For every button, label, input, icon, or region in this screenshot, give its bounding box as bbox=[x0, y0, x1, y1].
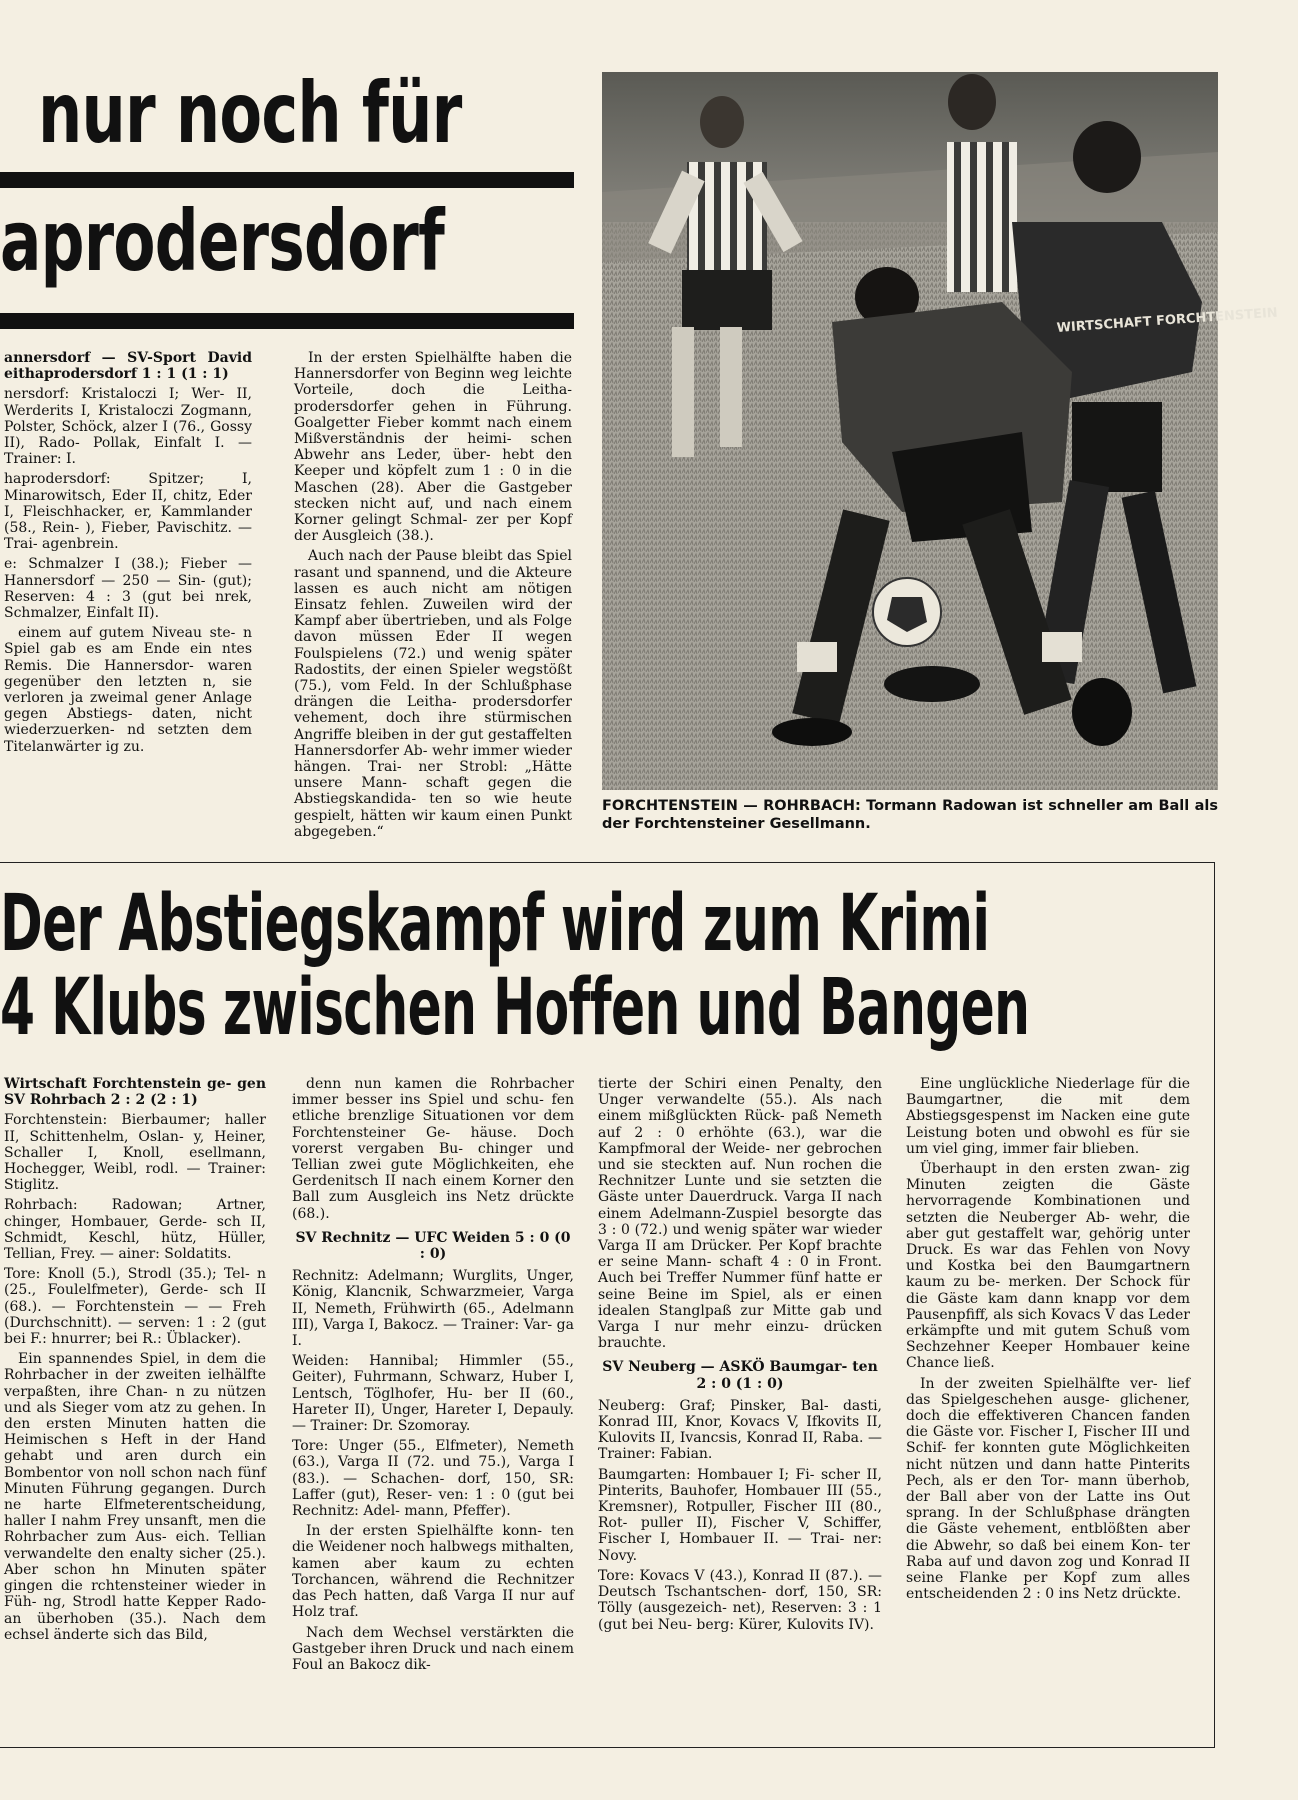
report-paragraph: In der zweiten Spielhälfte ver- lief das Spielgeschehen ausge- glichener, doch die effektiveren Chancen fanden die Gäste vor. Fischer I, Fischer III und Schif- fer konnten gute Möglichkeiten nicht nützen und dann hatte Pinterits Pech, als er den Tor- mann überhob, der Ball aber von der Latte ins Out sprang. In der Schlußphase drängten die Gäste vehement, entblößten aber die Abwehr, so daß bei einem Kon- ter Raba auf und davon zog und Konrad II seine Flanke per Kopf zum alles entscheidenden 2 : 0 ins Netz drückte. bbox=[906, 1375, 1190, 1603]
result-paragraph: Tore: Kovacs V (43.), Konrad II (87.). — Deutsch Tschantschen- dorf, 150, SR: Tölly (ausgezeich- net), Reserven: 3 : 1 (gut bei Neu- berg: Kürer, Kulovits IV). bbox=[598, 1567, 882, 1633]
report-paragraph: einem auf gutem Niveau ste- n Spiel gab es am Ende ein ntes Remis. Die Hannersdor- waren gegenüber den letzten n, sie verloren ja zweimal gener Anlage gegen Abstiegs- daten, nicht wiederzuerken- nd setzten dem Titelanwärter ig zu. bbox=[4, 625, 252, 755]
result-paragraph: Tore: Knoll (5.), Strodl (35.); Tel- n (25., Foulelfmeter), Gerde- sch II (68.). — Forchtenstein — — Freh (Durchschnitt). — serven: 1 : 2 (gut bei F.: hnurrer; bei R.: Üblacker). bbox=[4, 1266, 266, 1348]
lineup-paragraph: haprodersdorf: Spitzer; I, Minarowitsch, Eder II, chitz, Eder I, Fleischhacker, er, Kammlander (58., Rein- ), Fieber, Pavischitz. — Trai- agenbrein. bbox=[4, 471, 252, 553]
match-heading: Wirtschaft Forchtenstein ge- gen SV Rohrbach 2 : 2 (2 : 1) bbox=[4, 1076, 266, 1109]
top-headline-line2: aprodersdorf bbox=[0, 192, 445, 290]
match-subheading: SV Rechnitz — UFC Weiden 5 : 0 (0 : 0) bbox=[295, 1229, 571, 1263]
box-headline-line2: 4 Klubs zwischen Hoffen und Bangen bbox=[0, 963, 1030, 1053]
report-paragraph: Nach dem Wechsel verstärkten die Gastgeber ihren Druck und nach einem Foul an Bakocz dik- bbox=[292, 1624, 574, 1673]
photo-caption: FORCHTENSTEIN — ROHRBACH: Tormann Radowan ist schneller am Ball als der Forchtensteiner Gesellmann. bbox=[602, 798, 1218, 832]
lineup-paragraph: Weiden: Hannibal; Himmler (55., Geiter), Fuhrmann, Schwarz, Huber I, Lentsch, Töglhofer, Hu- ber II (60., Hareter II), Unger, Hareter I, Depauly. — Trainer: Dr. Szomoray. bbox=[292, 1353, 574, 1435]
report-paragraph: In der ersten Spielhälfte haben die Hannersdorfer von Beginn weg leichte Vorteile, doch die Leitha- prodersdorfer gehen in Führung. Goalgetter Fieber kommt nach einem Mißverständnis der heimi- schen Abwehr ans Leder, über- hebt den Keeper und köpfelt zum 1 : 0 in die Maschen (28). Aber die Gastgeber stecken nicht auf, und nach einem Korner gelingt Schmal- zer per Kopf der Ausgleich (38.). bbox=[294, 350, 572, 545]
report-paragraph: tierte der Schiri einen Penalty, den Unger verwandelte (55.). Als nach einem mißglückten Rück- paß Nemeth auf 2 : 0 erhöhte (63.), war die Kampfmoral der Weide- ner gebrochen und sie steckten auf. Nun rochen die Rechnitzer Lunte und sie setzten die Gäste unter Dauerdruck. Varga II nach einem Adelmann-Zuspiel besorgte das 3 : 0 (72.) und wenig später war wieder Varga II am Drücker. Per Kopf brachte er seine Mann- schaft 4 : 0 in Front. Auch bei Treffer Nummer fünf hatte er seine Beine im Spiel, als er einen idealen Stanglpaß zur Mitte gab und Varga I nur mehr einzu- drücken brauchte. bbox=[598, 1076, 882, 1352]
headline-rule bbox=[0, 313, 574, 329]
box-column-4 bbox=[906, 1076, 1190, 1746]
report-paragraph: Ein spannendes Spiel, in dem die Rohrbacher in der zweiten ielhälfte verpaßten, ihre Chan- n zu nützen und als Sieger vom atz zu gehen. In den ersten Minuten hatten die Heimischen s Heft in der Hand gehabt und aren durch ein Bombentor von noll schon nach fünf Minuten Führung gegangen. Durch ne harte Elfmeterentscheidung, haller I nahm Frey unsanft, men die Rohrbacher zum Aus- eich. Tellian verwandelte den enalty sicher (25.). Aber schon hn Minuten später gingen die rchtensteiner wieder in Füh- ng, Strodl hatte Kepper Rado- an überhoben (35.). Nach dem echsel änderte sich das Bild, bbox=[4, 1351, 266, 1643]
report-paragraph: Eine unglückliche Niederlage für die Baumgartner, die mit dem Abstiegsgespenst im Nacken eine gute Leistung boten und obwohl es für sie um viel ging, immer fair blieben. bbox=[906, 1076, 1190, 1157]
box-headline-line1: Der Abstiegskampf wird zum Krimi bbox=[0, 879, 990, 969]
match-subheading: SV Neuberg — ASKÖ Baumgar- ten 2 : 0 (1 : 0) bbox=[602, 1359, 878, 1392]
match-photo bbox=[602, 72, 1279, 790]
lineup-paragraph: Baumgarten: Hombauer I; Fi- scher II, Pinterits, Bauhofer, Hombauer III (55., Kremsner), Rotpuller, Fischer III (80., Rot- puller II), Fischer V, Schiffer, Fischer I, Hombauer II. — Trai- ner: Novy. bbox=[598, 1466, 882, 1564]
report-paragraph: In der ersten Spielhälfte konn- ten die Weidener noch halbwegs mithalten, kamen aber kaum zu echten Torchancen, während die Rechnitzer das Pech hatten, daß Varga II nur auf Holz traf. bbox=[292, 1523, 574, 1621]
box-column-1 bbox=[4, 1076, 266, 1746]
lineup-paragraph: Forchtenstein: Bierbaumer; haller II, Schittenhelm, Oslan- y, Heiner, Schaller I, Knoll, esellmann, Hochegger, Weibl, rodl. — Trainer: Stiglitz. bbox=[4, 1112, 266, 1194]
lineup-paragraph: Rohrbach: Radowan; Artner, chinger, Hombauer, Gerde- sch II, Schmidt, Keschl, hütz, Hüller, Tellian, Frey. — ainer: Soldatits. bbox=[4, 1197, 266, 1263]
report-paragraph: Auch nach der Pause bleibt das Spiel rasant und spannend, und die Akteure lassen es auch nicht am nötigen Einsatz fehlen. Zuweilen wird der Kampf aber übertrieben, und als Folge davon müssen Eder II wegen Foulspielens (72.) und wenig später Radostits, der einen Spieler wegstößt (75.), vom Feld. In der Schlußphase drängen die Leitha- prodersdorfer vehement, doch ihre stürmischen Angriffe bleiben in der gut gestaffelten Hannersdorfer Ab- wehr immer wieder hängen. Trai- ner Strobl: „Hätte unsere Mann- schaft gegen die Abstiegskandida- ten so wie heute gespielt, hätten wir kaum einen Punkt abgegeben.“ bbox=[294, 548, 572, 840]
headline-rule bbox=[0, 172, 574, 188]
shirt-sponsor-text: WIRTSCHAFT FORCHTENSTEIN bbox=[1056, 305, 1279, 336]
box-column-2 bbox=[292, 1076, 574, 1746]
top-article-column-2 bbox=[294, 350, 572, 840]
lineup-paragraph: Rechnitz: Adelmann; Wurglits, Unger, König, Klancnik, Schwarzmeier, Varga II, Nemeth, Frühwirth (65., Adelmann III), Varga I, Bakocz. — Trainer: Var- ga I. bbox=[292, 1268, 574, 1350]
result-paragraph: e: Schmalzer I (38.); Fieber — Hannersdorf — 250 — Sin- (gut); Reserven: 4 : 3 (gut bei nrek, Schmalzer, Einfalt II). bbox=[4, 556, 252, 622]
top-article-column-1 bbox=[4, 350, 252, 840]
result-paragraph: Tore: Unger (55., Elfmeter), Nemeth (63.), Varga II (72. und 75.), Varga I (83.). — Schachen- dorf, 150, SR: Laffer (gut), Reser- ven: 1 : 0 (gut bei Rechnitz: Adel- mann, Pfeffer). bbox=[292, 1438, 574, 1520]
match-heading: annersdorf — SV-Sport David eithaprodersdorf 1 : 1 (1 : 1) bbox=[4, 350, 252, 383]
box-column-3 bbox=[598, 1076, 882, 1746]
top-headline-line1: nur noch für bbox=[38, 64, 462, 162]
report-paragraph: Überhaupt in den ersten zwan- zig Minuten zeigten die Gäste hervorragende Kombinationen und setzten die Neuberger Ab- wehr, die aber gut gestaffelt war, gehörig unter Druck. Es war das Fehlen von Novy und Kostka bei den Baumgartnern kaum zu be- merken. Der Schock für die Gäste kam dann knapp vor dem Pausenpfiff, als sich Kovacs V das Leder erkämpfte und mit gutem Schuß vom Sechzehner Keeper Hombauer keine Chance ließ. bbox=[906, 1161, 1190, 1372]
report-paragraph: denn nun kamen die Rohrbacher immer besser ins Spiel und schu- fen etliche brenzlige Situationen vor dem Forchtensteiner Ge- häuse. Doch vorerst vergaben Bu- chinger und Tellian zwei gute Möglichkeiten, ehe Gerdenitsch II nach einem Korner den Ball zum Ausgleich ins Netz drückte (68.). bbox=[292, 1076, 574, 1222]
lineup-paragraph: Neuberg: Graf; Pinsker, Bal- dasti, Konrad III, Knor, Kovacs V, Ifkovits II, Kulovits II, Ivancsis, Konrad II, Raba. — Trainer: Fabian. bbox=[598, 1397, 882, 1463]
lineup-paragraph: nersdorf: Kristaloczi I; Wer- II, Werderits I, Kristaloczi Zogmann, Polster, Schöck, alzer I (76., Gossy II), Rado- Pollak, Einfalt I. — Trainer: I. bbox=[4, 386, 252, 468]
